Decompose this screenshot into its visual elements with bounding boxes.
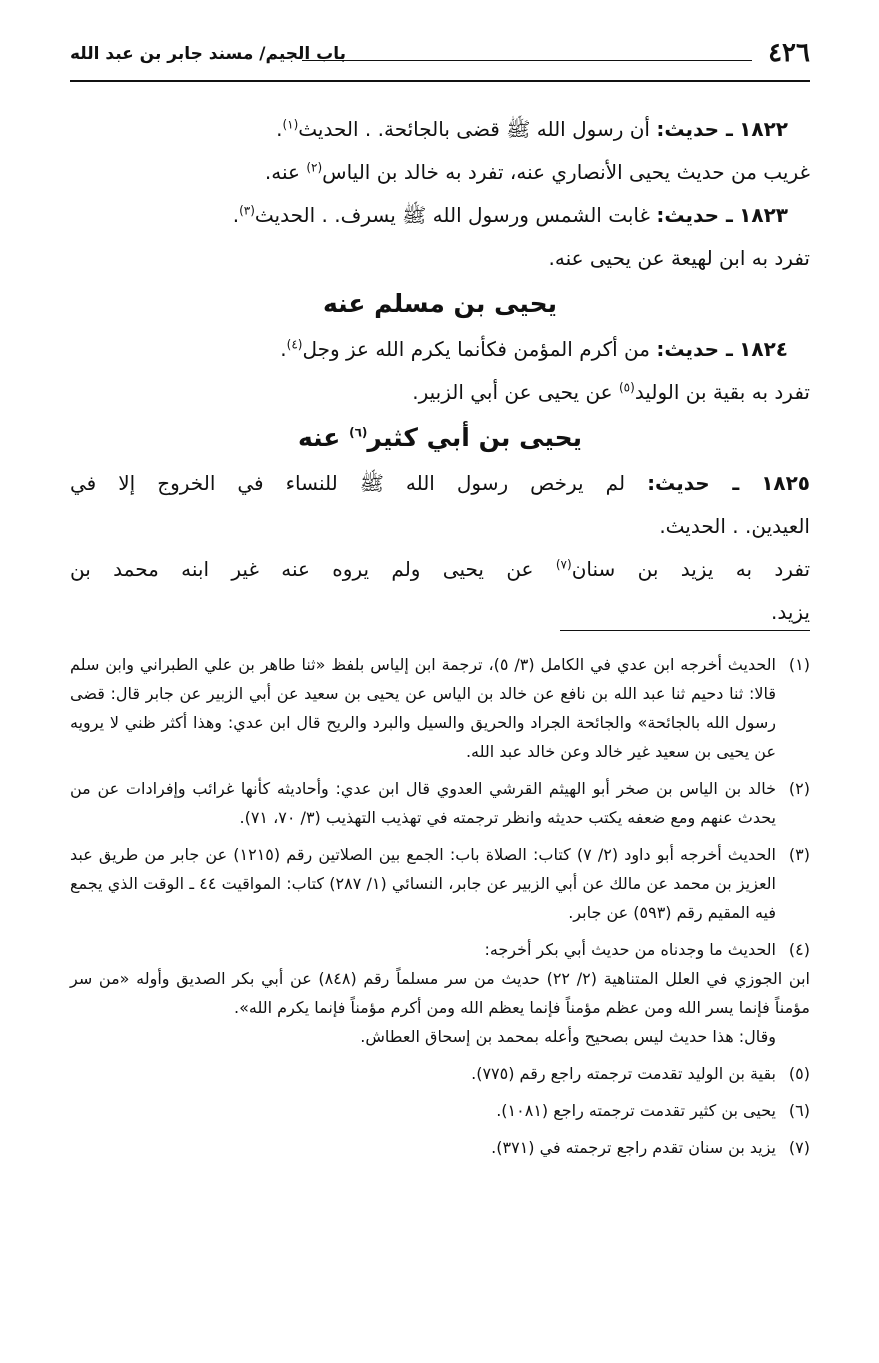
hadith-1825: ١٨٢٥ ـ حديث: لم يرخص رسول الله ﷺ للنساء في الخروج إلا في bbox=[70, 471, 811, 495]
footnote-divider bbox=[560, 630, 810, 631]
footnote-number: (٥) bbox=[788, 1064, 810, 1083]
section-heading-yahya-bin-muslim: يحيى بن مسلم عنه bbox=[322, 289, 558, 318]
hadith-number: ١٨٢٤ bbox=[739, 337, 788, 361]
page-header bbox=[70, 30, 810, 82]
footnote-ref[interactable]: (١) bbox=[282, 117, 299, 132]
footnote-7 bbox=[70, 1133, 810, 1162]
footnote-number: (٤) bbox=[788, 940, 810, 959]
footnote-number: (٦) bbox=[788, 1101, 810, 1120]
main-text bbox=[70, 108, 810, 634]
hadith-1823: ١٨٢٣ ـ حديث: غابت الشمس ورسول الله ﷺ يسرف. . الحديث$^{(٣)}$. bbox=[232, 203, 788, 227]
hadith-label: حديث: bbox=[647, 471, 710, 495]
footnote-4 bbox=[70, 935, 810, 1051]
footnote-text: بقية بن الوليد تقدمت ترجمته راجع رقم (٧٧٥). bbox=[471, 1064, 776, 1083]
hadith-text: غابت الشمس ورسول الله ﷺ يسرف. . الحديث bbox=[254, 203, 650, 227]
hadith-text: من أكرم المؤمن فكأنما يكرم الله عز وجل bbox=[302, 337, 650, 361]
note-text-tail: عن يحيى ولم يروه عنه غير ابنه محمد بن bbox=[70, 557, 534, 581]
footnote-ref[interactable]: (٥) bbox=[618, 380, 635, 395]
hadith-1822: ١٨٢٢ ـ حديث: أن رسول الله ﷺ قضى بالجائحة. . الحديث$^{(١)}$. bbox=[276, 117, 788, 141]
footnote-text: الحديث ما وجدناه من حديث أبي بكر أخرجه: bbox=[484, 940, 776, 959]
footnote-3 bbox=[70, 840, 810, 927]
hadith-1825-note-continued bbox=[70, 591, 810, 634]
hadith-text-continued: العيدين. . الحديث. bbox=[659, 514, 810, 538]
note-text: تفرد به بقية بن الوليد bbox=[634, 380, 810, 404]
page-number: ٤٢٦ bbox=[768, 38, 810, 68]
footnote-ref[interactable]: (٧) bbox=[555, 557, 572, 572]
hadith-label: حديث: bbox=[656, 117, 719, 141]
footnote-number: (٢) bbox=[788, 779, 810, 798]
book-page bbox=[70, 30, 810, 1340]
note-text-continued: يزيد. bbox=[770, 600, 810, 624]
footnote-text: الحديث أخرجه ابن عدي في الكامل (٣/ ٥)، ترجمة ابن إلياس بلفظ «ثنا طاهر بن علي الطبراني وابن سلم قالا: ثنا دحيم ثنا عبد الله بن نافع عن خالد بن الياس عن يحيى بن سعيد عن أبي الزبير عن جابر قال: قضى رسول الله بالجائحة» والجائحة الجراد والحريق والسيل والبرد والريح قال ابن عدي: وهذا أكثر ظني لا يرويه عن يحيى بن سعيد غير خالد وعن خالد عبد الله. bbox=[70, 655, 777, 761]
footnote-ref[interactable]: (٣) bbox=[239, 203, 255, 218]
footnotes bbox=[70, 650, 810, 1170]
note-text: تفرد به ابن لهيعة عن يحيى عنه. bbox=[548, 246, 810, 270]
footnote-5 bbox=[70, 1059, 810, 1088]
footnote-6 bbox=[70, 1096, 810, 1125]
note-text: غريب من حديث يحيى الأنصاري عنه، تفرد به خالد بن الياس bbox=[322, 160, 810, 184]
hadith-1824: ١٨٢٤ ـ حديث: من أكرم المؤمن فكأنما يكرم الله عز وجل$^{(٤)}$. bbox=[280, 337, 788, 361]
running-title: باب الجيم/ مسند جابر بن عبد الله bbox=[70, 44, 346, 64]
hadith-1822-note bbox=[70, 151, 810, 194]
hadith-text: أن رسول الله ﷺ قضى بالجائحة. . الحديث bbox=[298, 117, 650, 141]
note-text: تفرد به يزيد بن سنان bbox=[571, 557, 811, 581]
hadith-label: حديث: bbox=[656, 337, 719, 361]
footnote-1 bbox=[70, 650, 810, 766]
hadith-number: ١٨٢٢ bbox=[739, 117, 788, 141]
header-divider bbox=[302, 60, 752, 61]
footnote-number: (٣) bbox=[788, 845, 810, 864]
hadith-1825-continued bbox=[70, 505, 810, 548]
hadith-1823-note bbox=[70, 237, 810, 280]
note-text-tail: عنه. bbox=[264, 160, 300, 184]
hadith-text: لم يرخص رسول الله ﷺ للنساء في الخروج إلا في bbox=[70, 471, 626, 495]
footnote-ref[interactable]: (٦) bbox=[349, 425, 368, 440]
footnote-ref[interactable]: (٢) bbox=[306, 160, 323, 175]
heading-text: يحيى بن أبي كثير bbox=[367, 423, 583, 452]
footnote-number: (١) bbox=[788, 655, 810, 674]
heading-tail: عنه bbox=[297, 423, 341, 452]
footnote-ref[interactable]: (٤) bbox=[286, 337, 303, 352]
footnote-text: خالد بن الياس بن صخر أبو الهيثم القرشي العدوي قال ابن عدي: وأحاديثه كأنها غرائب وإفرادات عن من يحدث عنهم ومع ضعفه يكتب حديثه وانظر ترجمته في تهذيب التهذيب (٣/ ٧٠، ٧١). bbox=[70, 779, 776, 827]
hadith-1825-note bbox=[70, 548, 810, 591]
footnote-2 bbox=[70, 774, 810, 832]
hadith-number: ١٨٢٥ bbox=[761, 471, 811, 495]
hadith-label: حديث: bbox=[656, 203, 719, 227]
footnote-4-comment: وقال: هذا حديث ليس بصحيح وأعله بمحمد بن إسحاق العطاش. bbox=[360, 1027, 776, 1046]
footnote-number: (٧) bbox=[788, 1138, 810, 1157]
hadith-number: ١٨٢٣ bbox=[739, 203, 788, 227]
footnote-text: يحيى بن كثير تقدمت ترجمته راجع (١٠٨١). bbox=[496, 1101, 776, 1120]
footnote-4-continued: ابن الجوزي في العلل المتناهية (٢/ ٢٢) حديث من سر مسلماً رقم (٨٤٨) عن أبي بكر الصديق وأوله «من سر مؤمناً فإنما يسر الله ومن عظم مؤمناً فإنما يعظم الله ومن أكرم مؤمناً فإنما يكرم الله». bbox=[70, 969, 811, 1017]
hadith-1824-note bbox=[70, 371, 810, 414]
section-heading-yahya-bin-abi-kathir bbox=[70, 414, 810, 462]
note-text-tail: عن يحيى عن أبي الزبير. bbox=[412, 380, 613, 404]
footnote-text: يزيد بن سنان تقدم راجع ترجمته في (٣٧١). bbox=[491, 1138, 776, 1157]
footnote-text: الحديث أخرجه أبو داود (٢/ ٧) كتاب: الصلاة باب: الجمع بين الصلاتين رقم (١٢١٥) عن جابر من طريق عبد العزيز بن محمد عن مالك عن أبي الزبير عن جابر، النسائي (١/ ٢٨٧) كتاب: المواقيت ٤٤ ـ الوقت الذي يجمع فيه المقيم رقم (٥٩٣) عن جابر. bbox=[70, 845, 777, 922]
